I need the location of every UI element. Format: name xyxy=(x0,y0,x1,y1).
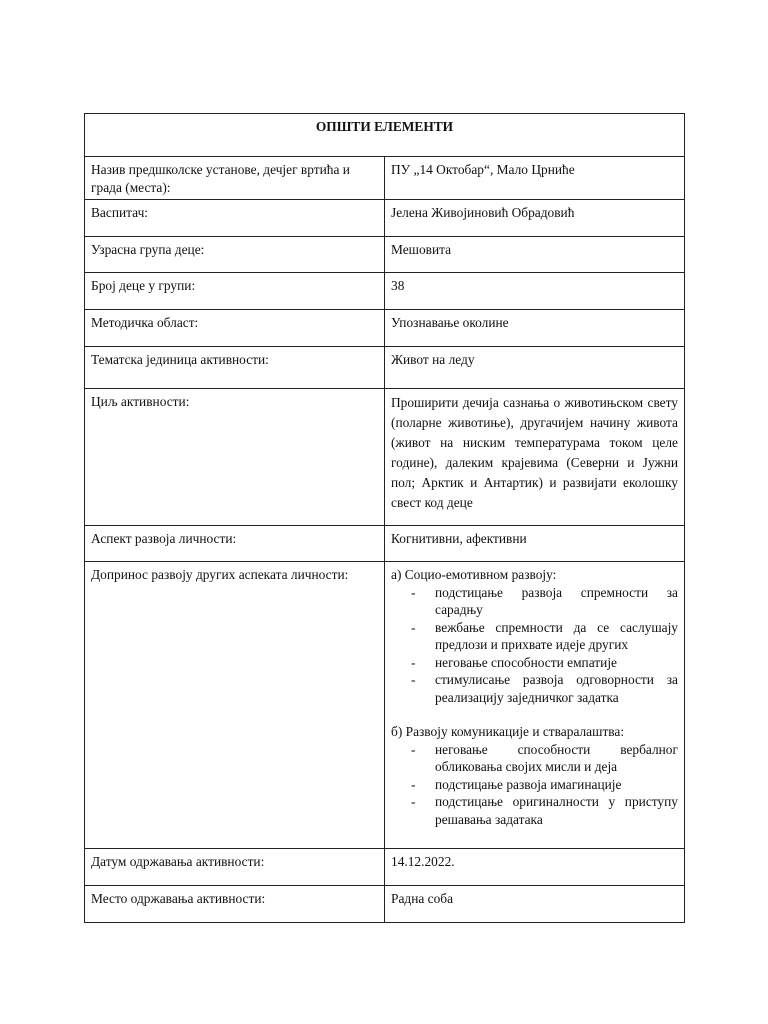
row-label-date: Датум одржавања активности: xyxy=(85,849,385,886)
row-value-method-area: Упознавање околине xyxy=(385,310,685,347)
table-row xyxy=(85,310,685,347)
row-label-institution: Назив предшколске установе, дечјег вртића и града (места): xyxy=(85,157,385,200)
row-value-institution: ПУ „14 Октобар“, Мало Црниће xyxy=(385,157,685,200)
row-value-contribution xyxy=(385,562,685,849)
row-value-development-aspect: Когнитивни, афективни xyxy=(385,526,685,562)
contribution-section-title: б) Развоју комуникације и стваралаштва: xyxy=(391,724,625,739)
row-label-contribution: Допринос развоју других аспеката личности: xyxy=(85,562,385,849)
table-row xyxy=(85,157,685,200)
row-value-date: 14.12.2022. xyxy=(385,849,685,886)
table-row xyxy=(85,273,685,310)
row-value-goal: Проширити дечија сазнања о животињском свету (поларне животиње), другачијем начину живота (живот на ниским температурама током целе године), далеким крајевима (Северни и Јужни пол; Арктик и Антартик) и развијати еколошку свест код деце xyxy=(385,389,685,526)
list-item: - неговање способности вербалног обликовања својих мисли и дејa xyxy=(411,741,678,776)
row-value-location: Радна соба xyxy=(385,886,685,923)
list-item: - подстицање развоја имагинације xyxy=(411,776,678,794)
row-value-thematic-unit: Живот на леду xyxy=(385,347,685,389)
table-row xyxy=(85,849,685,886)
row-label-goal: Циљ активности: xyxy=(85,389,385,526)
table-row xyxy=(85,526,685,562)
list-item: - неговање способности емпатије xyxy=(411,654,678,672)
row-label-location: Место одржавања активности: xyxy=(85,886,385,923)
section-spacer xyxy=(391,706,678,723)
contribution-section-title: а) Социо-емотивном развоју: xyxy=(391,567,557,582)
table-row xyxy=(85,200,685,237)
list-item: - подстицање развоја спремности за сарадњу xyxy=(411,584,678,619)
row-value-children-count: 38 xyxy=(385,273,685,310)
row-label-thematic-unit: Тематска јединица активности: xyxy=(85,347,385,389)
row-label-method-area: Методичка област: xyxy=(85,310,385,347)
table-row-contribution xyxy=(85,562,685,849)
list-item: - вежбање спремности да се саслушају предлози и прихвате идеје других xyxy=(411,619,678,654)
row-value-age-group: Мешовита xyxy=(385,237,685,273)
table-row xyxy=(85,237,685,273)
contribution-list-social xyxy=(391,584,678,707)
general-elements-table xyxy=(84,113,685,923)
table-header-row xyxy=(85,114,685,157)
contribution-list-communication xyxy=(391,741,678,829)
table-row xyxy=(85,886,685,923)
list-item: - стимулисање развоја одговорности за реализацију заједничког задатка xyxy=(411,671,678,706)
row-label-teacher: Васпитач: xyxy=(85,200,385,237)
row-label-children-count: Број деце у групи: xyxy=(85,273,385,310)
table-row xyxy=(85,389,685,526)
row-label-development-aspect: Аспект развоја личности: xyxy=(85,526,385,562)
table-title: ОПШТИ ЕЛЕМЕНТИ xyxy=(85,114,685,157)
row-label-age-group: Узрасна група деце: xyxy=(85,237,385,273)
list-item: - подстицање оригиналности у приступу решавања задатака xyxy=(411,793,678,828)
table-row xyxy=(85,347,685,389)
row-value-teacher: Јелена Живојиновић Обрадовић xyxy=(385,200,685,237)
